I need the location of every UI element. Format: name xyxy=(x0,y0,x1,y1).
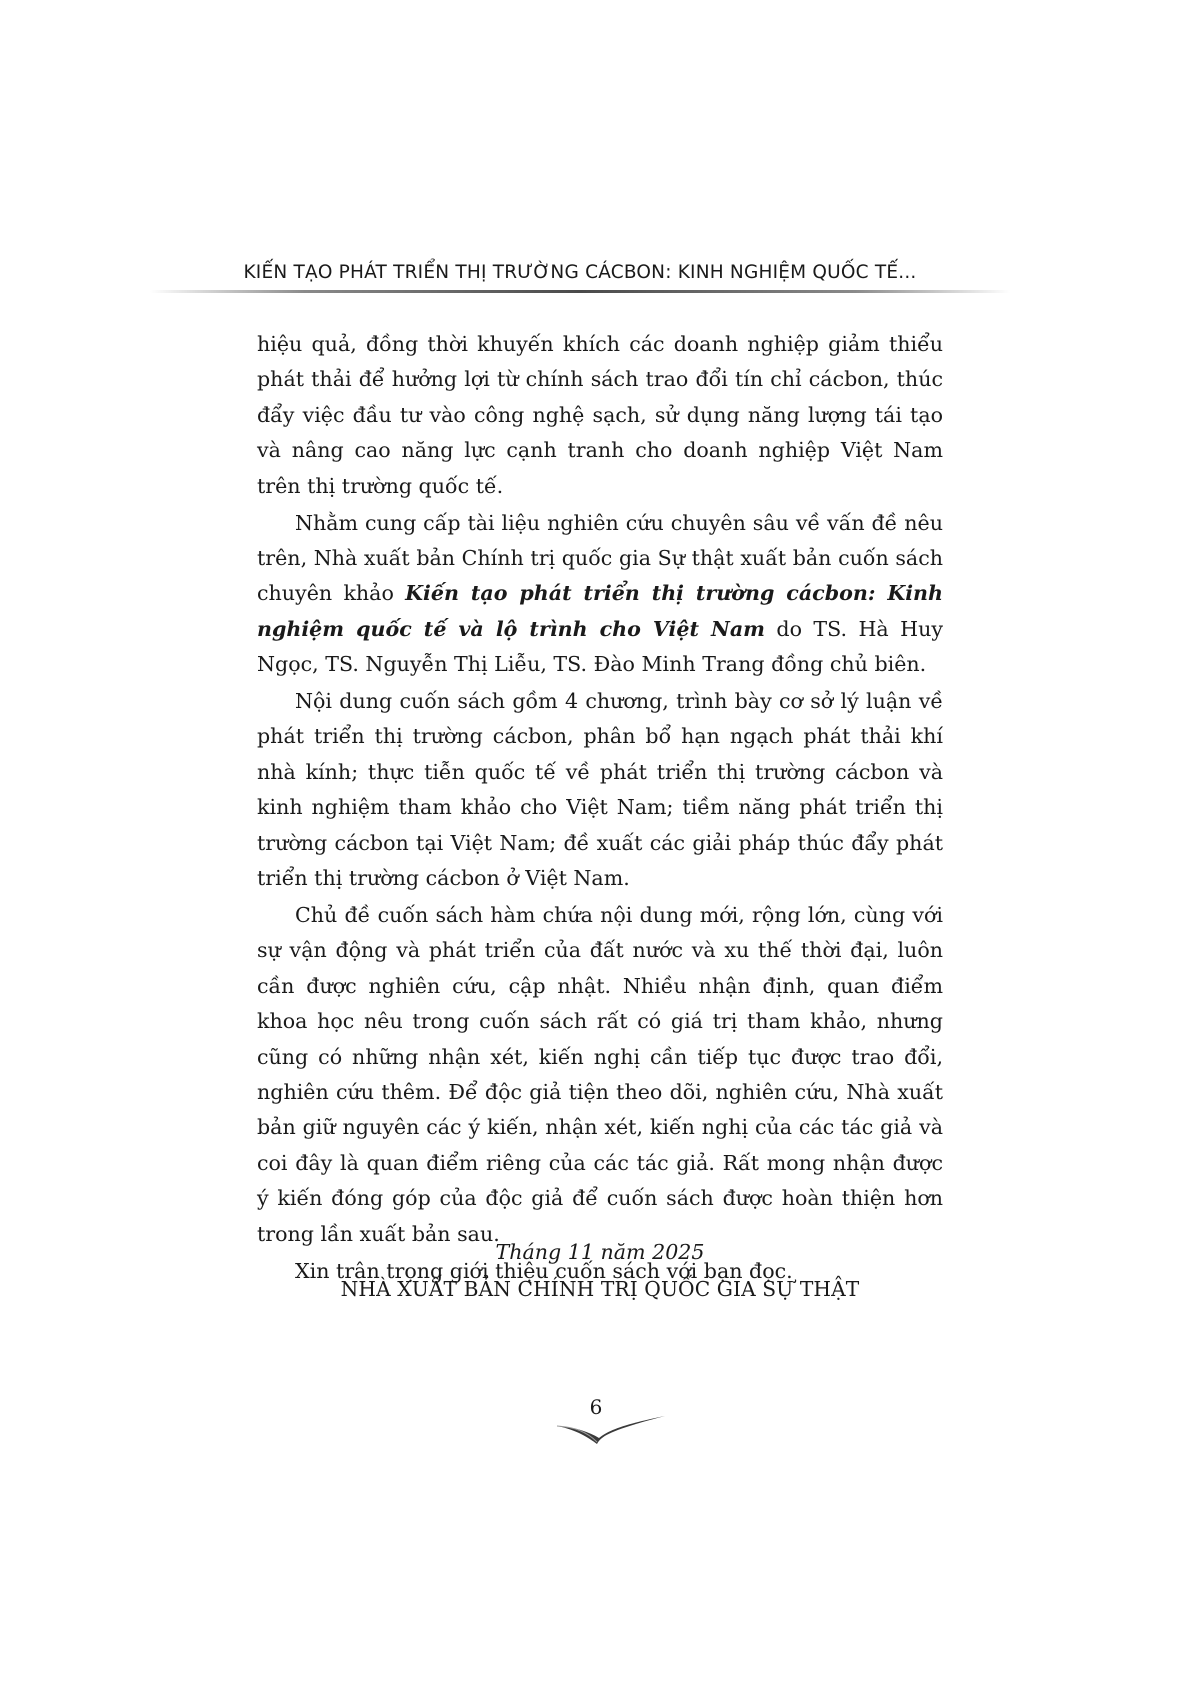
paragraph-text: do TS. Hà Huy Ngọc, TS. Nguyễn Thị Liễu, TS. Đào Minh Trang đồng chủ biên. xyxy=(257,616,943,677)
paragraph-closing: Xin trân trọng giới thiệu cuốn sách với bạn đọc. xyxy=(295,1258,793,1283)
signature-publisher: NHÀ XUẤT BẢN CHÍNH TRỊ QUỐC GIA SỰ THẬT xyxy=(340,1277,860,1301)
body-text xyxy=(257,327,943,1290)
paragraph-text: Nhằm cung cấp tài liệu nghiên cứu chuyên sâu về vấn đề nêu trên, Nhà xuất bản Chính trị quốc gia Sự thật xuất bản cuốn sách chuyên khảo xyxy=(257,510,943,606)
running-header: KIẾN TẠO PHÁT TRIỂN THỊ TRƯỜNG CÁCBON: KINH NGHIỆM QUỐC TẾ... xyxy=(243,262,917,283)
book-title: Kiến tạo phát triển thị trường cácbon: Kinh nghiệm quốc tế và lộ trình cho Việt Nam xyxy=(257,581,943,641)
page-number: 6 xyxy=(589,1395,603,1419)
signature-date: Tháng 11 năm 2025 xyxy=(495,1240,705,1264)
paragraph-contents: Nội dung cuốn sách gồm 4 chương, trình bày cơ sở lý luận về phát triển thị trường cácbon, phân bổ hạn ngạch phát thải khí nhà kính; thực tiễn quốc tế về phát triển thị trường cácbon và kinh nghiệm tham khảo cho Việt Nam; tiềm năng phát triển thị trường cácbon tại Việt Nam; đề xuất các giải pháp thúc đẩy phát triển thị trường cácbon ở Việt Nam. xyxy=(257,689,943,891)
paragraph-book-introduction xyxy=(257,506,943,683)
header-rule xyxy=(150,290,1010,293)
page-number-swoosh xyxy=(555,1412,667,1446)
paragraph-topic: Chủ đề cuốn sách hàm chứa nội dung mới, rộng lớn, cùng với sự vận động và phát triển của đất nước và xu thế thời đại, luôn cần được nghiên cứu, cập nhật. Nhiều nhận định, quan điểm khoa học nêu trong cuốn sách rất có giá trị tham khảo, nhưng cũng có những nhận xét, kiến nghị cần tiếp tục được trao đổi, nghiên cứu thêm. Để độc giả tiện theo dõi, nghiên cứu, Nhà xuất bản giữ nguyên các ý kiến, nhận xét, kiến nghị của các tác giả và coi đây là quan điểm riêng của các tác giả. Rất mong nhận được ý kiến đóng góp của độc giả để cuốn sách được hoàn thiện hơn trong lần xuất bản sau. xyxy=(257,903,943,1246)
paragraph-continuation: hiệu quả, đồng thời khuyến khích các doanh nghiệp giảm thiểu phát thải để hưởng lợi từ chính sách trao đổi tín chỉ cácbon, thúc đẩy việc đầu tư vào công nghệ sạch, sử dụng năng lượng tái tạo và nâng cao năng lực cạnh tranh cho doanh nghiệp Việt Nam trên thị trường quốc tế. xyxy=(257,332,943,498)
